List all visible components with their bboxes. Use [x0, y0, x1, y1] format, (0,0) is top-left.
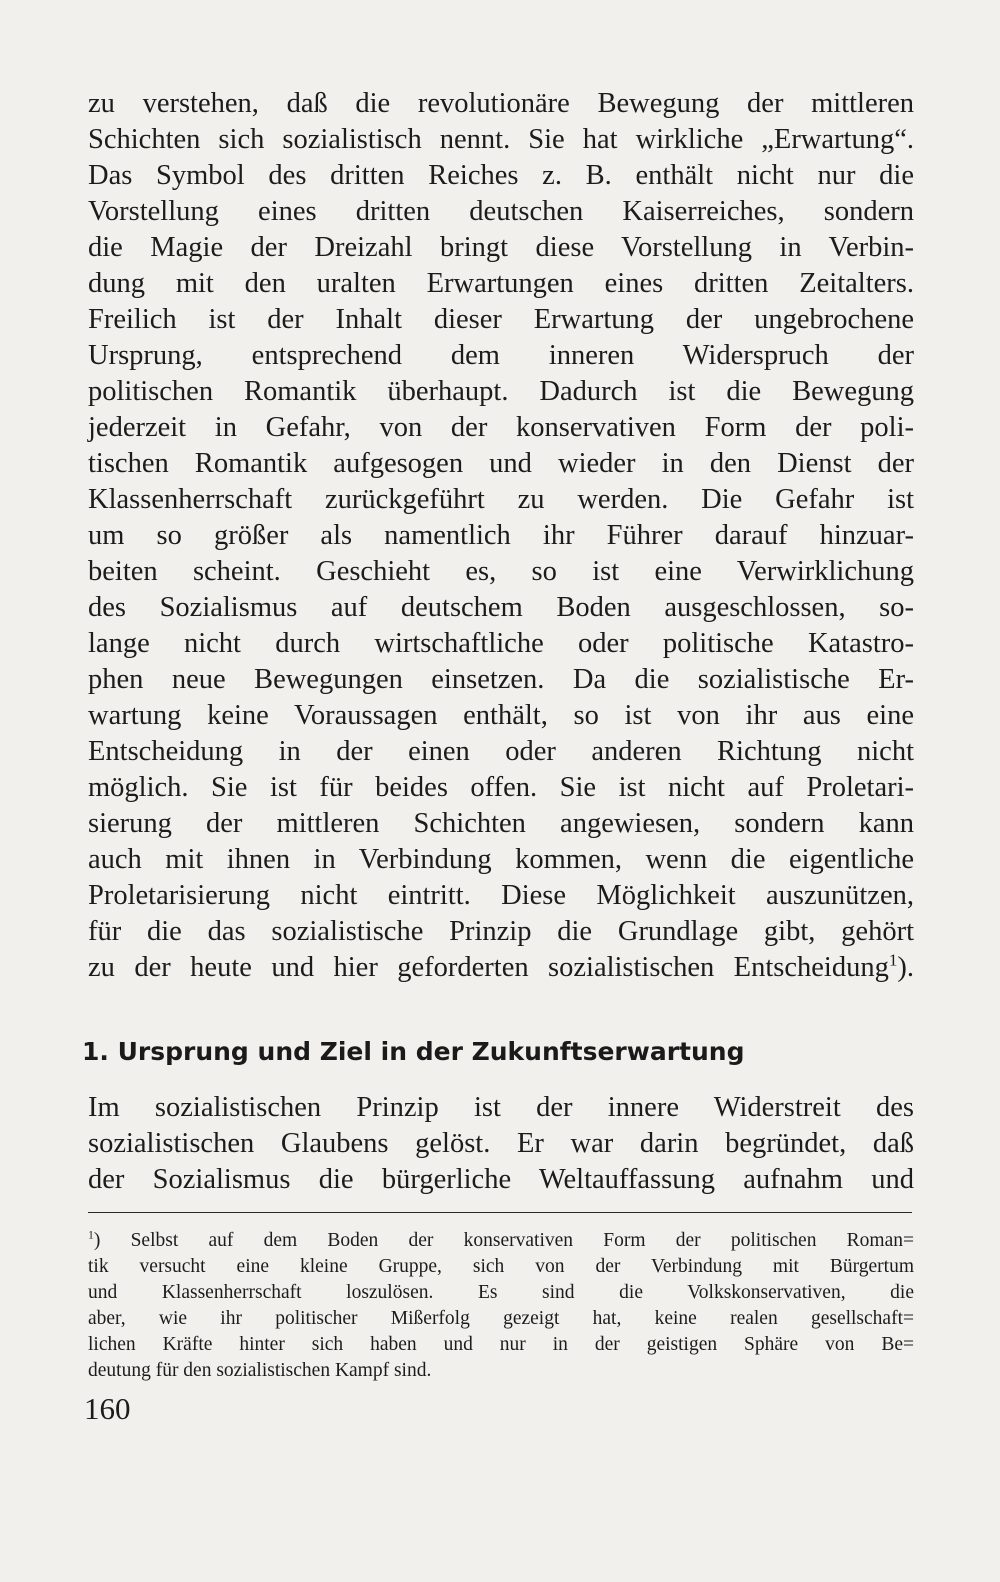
- text-line: dung mit den uralten Erwartungen eines dritten Zeitalters.: [88, 268, 914, 299]
- footnote-line: [88, 1228, 914, 1254]
- text-line: jederzeit in Gefahr, von der konservativen Form der poli-: [88, 412, 914, 443]
- text-line: der Sozialismus die bürgerliche Weltauffassung aufnahm und: [88, 1164, 914, 1195]
- footnote-line: aber, wie ihr politischer Mißerfolg gezeigt hat, keine realen gesellschaft=: [88, 1308, 914, 1329]
- footnote-marker: 1: [88, 1228, 94, 1242]
- footnote-line: und Klassenherrschaft loszulösen. Es sind die Volkskonservativen, die: [88, 1282, 914, 1303]
- text-line: politischen Romantik überhaupt. Dadurch ist die Bewegung: [88, 376, 914, 407]
- text-line: Schichten sich sozialistisch nennt. Sie hat wirkliche „Erwartung“.: [88, 124, 914, 155]
- text-line: phen neue Bewegungen einsetzen. Da die sozialistische Er-: [88, 664, 914, 695]
- text-line: auch mit ihnen in Verbindung kommen, wenn die eigentliche: [88, 844, 914, 875]
- footnote-line: tik versucht eine kleine Gruppe, sich von der Verbindung mit Bürgertum: [88, 1256, 914, 1277]
- text-line: Freilich ist der Inhalt dieser Erwartung der ungebrochene: [88, 304, 914, 335]
- body-paragraph-1: [88, 86, 914, 986]
- text-line: die Magie der Dreizahl bringt diese Vorstellung in Verbin-: [88, 232, 914, 263]
- footnote-reference[interactable]: 1: [888, 950, 898, 970]
- text-line: sozialistischen Glaubens gelöst. Er war darin begründet, daß: [88, 1128, 914, 1159]
- footnote-divider: [88, 1212, 912, 1213]
- text-line-final-body: zu der heute und hier geforderten sozialistischen Entscheidung: [88, 952, 889, 983]
- body-paragraph-2: [88, 1090, 914, 1198]
- footnote-line: lichen Kräfte hinter sich haben und nur in der geistigen Sphäre von Be=: [88, 1334, 914, 1355]
- footnote-first-line: ) Selbst auf dem Boden der konservativen Form der politischen Roman=: [93, 1230, 914, 1251]
- text-line: lange nicht durch wirtschaftliche oder politische Katastro-: [88, 628, 914, 659]
- text-line: zu verstehen, daß die revolutionäre Bewegung der mittleren: [88, 88, 914, 119]
- footnote-line-last: deutung für den sozialistischen Kampf sind.: [88, 1360, 432, 1381]
- text-line: Entscheidung in der einen oder anderen Richtung nicht: [88, 736, 914, 767]
- text-line: tischen Romantik aufgesogen und wieder in den Dienst der: [88, 448, 914, 479]
- section-heading: 1. Ursprung und Ziel in der Zukunftserwartung: [82, 1037, 745, 1066]
- text-line: des Sozialismus auf deutschem Boden ausgeschlossen, so-: [88, 592, 914, 623]
- text-line: wartung keine Voraussagen enthält, so ist von ihr aus eine: [88, 700, 914, 731]
- text-line: möglich. Sie ist für beides offen. Sie ist nicht auf Proletari-: [88, 772, 914, 803]
- text-line: für die das sozialistische Prinzip die Grundlage gibt, gehört: [88, 916, 914, 947]
- text-line-final-end: ).: [897, 952, 914, 983]
- text-line: Das Symbol des dritten Reiches z. B. enthält nicht nur die: [88, 160, 914, 191]
- text-line: Klassenherrschaft zurückgeführt zu werden. Die Gefahr ist: [88, 484, 914, 515]
- text-line: Ursprung, entsprechend dem inneren Widerspruch der: [88, 340, 914, 371]
- page-number: 160: [84, 1391, 131, 1426]
- text-line: Im sozialistischen Prinzip ist der innere Widerstreit des: [88, 1092, 914, 1123]
- text-line: um so größer als namentlich ihr Führer darauf hinzuar-: [88, 520, 914, 551]
- text-line: Proletarisierung nicht eintritt. Diese Möglichkeit auszunützen,: [88, 880, 914, 911]
- text-line: Vorstellung eines dritten deutschen Kaiserreiches, sondern: [88, 196, 914, 227]
- text-line: beiten scheint. Geschieht es, so ist eine Verwirklichung: [88, 556, 914, 587]
- footnote: [88, 1228, 914, 1384]
- text-line-final: [88, 950, 914, 986]
- text-line: sierung der mittleren Schichten angewiesen, sondern kann: [88, 808, 914, 839]
